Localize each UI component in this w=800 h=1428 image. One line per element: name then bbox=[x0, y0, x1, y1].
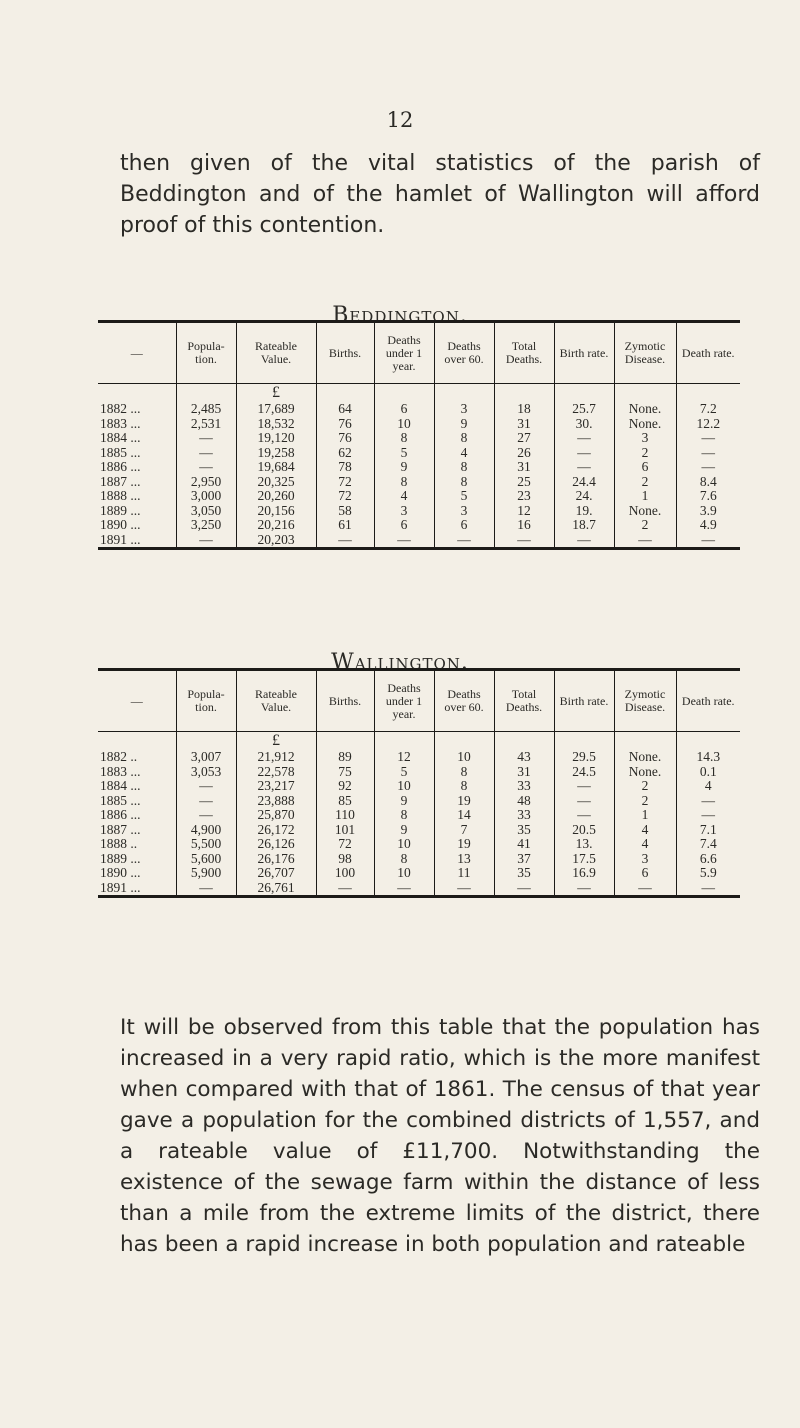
table-cell: 8 bbox=[374, 852, 434, 867]
table-cell: 72 bbox=[316, 489, 374, 504]
table-cell: 19,120 bbox=[236, 431, 316, 446]
table-cell: 75 bbox=[316, 765, 374, 780]
table-cell: 26,761 bbox=[236, 881, 316, 897]
table-cell bbox=[554, 384, 614, 403]
table-cell: — bbox=[554, 446, 614, 461]
table-cell: 1884 ... bbox=[100, 430, 141, 446]
table-cell: 14.3 bbox=[676, 750, 740, 765]
table-cell: — bbox=[176, 794, 236, 809]
table-row bbox=[98, 852, 740, 867]
table-cell: — bbox=[676, 533, 740, 549]
column-header: Deaths under 1 year. bbox=[374, 322, 434, 384]
table-cell: 0.1 bbox=[676, 765, 740, 780]
column-header: Total Deaths. bbox=[494, 670, 554, 732]
table-row bbox=[98, 823, 740, 838]
table-cell: — bbox=[434, 533, 494, 549]
table-cell: 100 bbox=[316, 866, 374, 881]
table-cell: 1889 ... bbox=[100, 502, 141, 518]
table-cell: 1 bbox=[614, 808, 676, 823]
table-cell: 1888 ... bbox=[100, 488, 141, 504]
column-header: Deaths over 60. bbox=[434, 670, 494, 732]
table-cell: 5 bbox=[374, 765, 434, 780]
table-cell: 19. bbox=[554, 504, 614, 519]
table-cell: 4 bbox=[676, 779, 740, 794]
table-cell: 6 bbox=[614, 866, 676, 881]
table-cell: 24.5 bbox=[554, 765, 614, 780]
table-cell: 1886 ... bbox=[100, 459, 141, 475]
table-cell: 3,053 bbox=[176, 765, 236, 780]
table-row bbox=[98, 533, 740, 549]
table-cell: 8 bbox=[434, 765, 494, 780]
table-cell: 13 bbox=[434, 852, 494, 867]
table-cell: 1891 ... bbox=[100, 879, 141, 895]
table-cell: 92 bbox=[316, 779, 374, 794]
table-row bbox=[98, 765, 740, 780]
table-cell: — bbox=[374, 533, 434, 549]
table-cell: 25,870 bbox=[236, 808, 316, 823]
table-header-row bbox=[98, 322, 740, 384]
table-cell: 98 bbox=[316, 852, 374, 867]
table-row bbox=[98, 750, 740, 765]
table-cell: — bbox=[176, 779, 236, 794]
table-cell: — bbox=[316, 881, 374, 897]
table-cell: — bbox=[176, 808, 236, 823]
table-cell: 33 bbox=[494, 808, 554, 823]
table-cell: 37 bbox=[494, 852, 554, 867]
table-cell: 76 bbox=[316, 431, 374, 446]
table-cell: 64 bbox=[316, 402, 374, 417]
table-cell: — bbox=[614, 881, 676, 897]
beddington-table bbox=[98, 320, 740, 550]
table-cell bbox=[434, 732, 494, 751]
table-cell: 12.2 bbox=[676, 417, 740, 432]
table-cell: 5,900 bbox=[176, 866, 236, 881]
table-cell: 29.5 bbox=[554, 750, 614, 765]
table-cell: 24.4 bbox=[554, 475, 614, 490]
table-cell: 13. bbox=[554, 837, 614, 852]
table-cell: 6 bbox=[374, 518, 434, 533]
column-header: Death rate. bbox=[676, 670, 740, 732]
table-cell: 3 bbox=[614, 431, 676, 446]
table-cell: 1887 ... bbox=[100, 473, 141, 489]
table-cell: 7.6 bbox=[676, 489, 740, 504]
table-cell: 8 bbox=[434, 779, 494, 794]
table-cell: 27 bbox=[494, 431, 554, 446]
table-cell bbox=[316, 732, 374, 751]
table-cell: 3 bbox=[374, 504, 434, 519]
column-header: Zymotic Disease. bbox=[614, 322, 676, 384]
table-cell: 31 bbox=[494, 460, 554, 475]
currency-row bbox=[98, 732, 740, 751]
column-header: — bbox=[130, 693, 143, 708]
table-cell: 5 bbox=[434, 489, 494, 504]
table-cell: — bbox=[176, 533, 236, 549]
table-cell: 3 bbox=[614, 852, 676, 867]
table-cell: — bbox=[554, 533, 614, 549]
table-cell: 26,176 bbox=[236, 852, 316, 867]
table-cell: 72 bbox=[316, 475, 374, 490]
table-cell: 1885 ... bbox=[100, 444, 141, 460]
table-cell: 14 bbox=[434, 808, 494, 823]
table-cell: 1887 ... bbox=[100, 821, 141, 837]
table-row bbox=[98, 475, 740, 490]
table-cell: — bbox=[316, 533, 374, 549]
table-cell: — bbox=[554, 460, 614, 475]
table-row bbox=[98, 808, 740, 823]
table-cell: 3 bbox=[434, 402, 494, 417]
table-cell: 1885 ... bbox=[100, 792, 141, 808]
table-cell: 8 bbox=[374, 475, 434, 490]
table-cell: 31 bbox=[494, 765, 554, 780]
column-header: Death rate. bbox=[676, 322, 740, 384]
column-header: Birth rate. bbox=[554, 322, 614, 384]
table-cell: — bbox=[554, 431, 614, 446]
table-cell: — bbox=[554, 794, 614, 809]
table-cell: — bbox=[676, 881, 740, 897]
table-cell: 26,126 bbox=[236, 837, 316, 852]
table-cell: 5,600 bbox=[176, 852, 236, 867]
table-cell bbox=[98, 384, 176, 403]
table-cell: 7.2 bbox=[676, 402, 740, 417]
beddington-title: Beddington. bbox=[332, 303, 468, 328]
table-cell: 6.6 bbox=[676, 852, 740, 867]
page-number: 12 bbox=[386, 108, 414, 132]
table-cell: 2,531 bbox=[176, 417, 236, 432]
table-cell: 8 bbox=[434, 460, 494, 475]
table-cell bbox=[316, 384, 374, 403]
table-cell: 5.9 bbox=[676, 866, 740, 881]
table-cell: 4.9 bbox=[676, 518, 740, 533]
table-cell: 11 bbox=[434, 866, 494, 881]
table-cell: — bbox=[176, 446, 236, 461]
table-cell bbox=[374, 384, 434, 403]
table-cell: 20.5 bbox=[554, 823, 614, 838]
column-header: Zymotic Disease. bbox=[614, 670, 676, 732]
table-cell: 3,000 bbox=[176, 489, 236, 504]
table-cell: 3 bbox=[434, 504, 494, 519]
table-row bbox=[98, 881, 740, 897]
table-cell: 72 bbox=[316, 837, 374, 852]
table-row bbox=[98, 779, 740, 794]
table-cell: 6 bbox=[374, 402, 434, 417]
table-cell bbox=[176, 732, 236, 751]
table-cell: — bbox=[676, 460, 740, 475]
table-cell: 1891 ... bbox=[100, 531, 141, 547]
wallington-table bbox=[98, 668, 740, 898]
table-cell: — bbox=[494, 881, 554, 897]
table-cell: 1883 ... bbox=[100, 763, 141, 779]
table-cell: 4,900 bbox=[176, 823, 236, 838]
table-cell: 10 bbox=[434, 750, 494, 765]
table-cell: 110 bbox=[316, 808, 374, 823]
table-cell: 1882 ... bbox=[100, 401, 141, 417]
table-cell bbox=[554, 732, 614, 751]
table-row bbox=[98, 460, 740, 475]
table-cell: 1888 .. bbox=[100, 836, 138, 852]
table-cell: 2,950 bbox=[176, 475, 236, 490]
table-row bbox=[98, 794, 740, 809]
table-cell: 9 bbox=[434, 417, 494, 432]
table-cell: 8.4 bbox=[676, 475, 740, 490]
table-cell bbox=[98, 732, 176, 751]
table-cell: 16 bbox=[494, 518, 554, 533]
table-cell: 2 bbox=[614, 779, 676, 794]
table-cell: 9 bbox=[374, 823, 434, 838]
column-header: Total Deaths. bbox=[494, 322, 554, 384]
table-cell: 20,216 bbox=[236, 518, 316, 533]
table-cell bbox=[434, 384, 494, 403]
table-cell: 19 bbox=[434, 794, 494, 809]
table-cell: 1890 ... bbox=[100, 865, 141, 881]
column-header: Popula-tion. bbox=[176, 322, 236, 384]
currency-row bbox=[98, 384, 740, 403]
table-cell: — bbox=[676, 794, 740, 809]
table-cell: 7 bbox=[434, 823, 494, 838]
table-cell: 6 bbox=[614, 460, 676, 475]
table-header-row bbox=[98, 670, 740, 732]
table-cell: None. bbox=[614, 402, 676, 417]
column-header: — bbox=[130, 345, 143, 360]
table-cell: 18.7 bbox=[554, 518, 614, 533]
table-cell: 10 bbox=[374, 417, 434, 432]
table-cell: 5 bbox=[374, 446, 434, 461]
table-cell: 23,217 bbox=[236, 779, 316, 794]
table-cell: 20,260 bbox=[236, 489, 316, 504]
column-header: Rateable Value. bbox=[236, 322, 316, 384]
column-header: Rateable Value. bbox=[236, 670, 316, 732]
table-cell: 8 bbox=[374, 431, 434, 446]
table-cell: 35 bbox=[494, 866, 554, 881]
table-row bbox=[98, 446, 740, 461]
column-header: Deaths over 60. bbox=[434, 322, 494, 384]
currency-symbol: £ bbox=[236, 384, 316, 403]
table-cell: 25.7 bbox=[554, 402, 614, 417]
table-cell: 18 bbox=[494, 402, 554, 417]
table-cell: 62 bbox=[316, 446, 374, 461]
table-cell: 26,172 bbox=[236, 823, 316, 838]
table-cell: 2 bbox=[614, 794, 676, 809]
table-cell: 2 bbox=[614, 518, 676, 533]
table-cell bbox=[614, 732, 676, 751]
table-cell: 20,203 bbox=[236, 533, 316, 549]
table-cell: — bbox=[614, 533, 676, 549]
table-cell: 23 bbox=[494, 489, 554, 504]
table-cell: — bbox=[676, 446, 740, 461]
table-cell: None. bbox=[614, 504, 676, 519]
table-cell: 4 bbox=[614, 823, 676, 838]
table-cell: 3,050 bbox=[176, 504, 236, 519]
table-cell: — bbox=[676, 431, 740, 446]
table-cell: 12 bbox=[374, 750, 434, 765]
table-cell: 18,532 bbox=[236, 417, 316, 432]
column-header: Birth rate. bbox=[554, 670, 614, 732]
table-row bbox=[98, 504, 740, 519]
table-cell: 7.1 bbox=[676, 823, 740, 838]
table-cell: 26 bbox=[494, 446, 554, 461]
table-cell: 35 bbox=[494, 823, 554, 838]
table-cell: 78 bbox=[316, 460, 374, 475]
table-cell: 43 bbox=[494, 750, 554, 765]
table-cell: — bbox=[176, 460, 236, 475]
table-cell: — bbox=[176, 881, 236, 897]
table-cell bbox=[494, 732, 554, 751]
table-cell: — bbox=[554, 881, 614, 897]
table-row bbox=[98, 417, 740, 432]
table-cell: 4 bbox=[374, 489, 434, 504]
table-cell: 16.9 bbox=[554, 866, 614, 881]
table-cell: 12 bbox=[494, 504, 554, 519]
table-cell: 31 bbox=[494, 417, 554, 432]
intro-paragraph: then given of the vital statistics of the parish of Beddington and of the hamlet of Wallington will afford proof of this contention. bbox=[120, 151, 760, 238]
wallington-title: Wallington. bbox=[331, 650, 469, 675]
table-cell: 20,325 bbox=[236, 475, 316, 490]
table-cell: — bbox=[676, 808, 740, 823]
table-cell bbox=[374, 732, 434, 751]
table-cell: — bbox=[374, 881, 434, 897]
table-cell: 22,578 bbox=[236, 765, 316, 780]
table-cell: 21,912 bbox=[236, 750, 316, 765]
conclusion-paragraph: It will be observed from this table that the population has increased in a very rapid ratio, which is the more manifest when compared with that of 1861. The census of that year gave a population for the combined districts of 1,557, and a rateable value of £11,700. Notwithstanding the existence of the sewage farm within the distance of less than a mile from the extreme limits of the district, there has been a rapid increase in both population and rateable bbox=[120, 1015, 760, 1257]
table-cell: 8 bbox=[434, 475, 494, 490]
table-cell: 41 bbox=[494, 837, 554, 852]
table-cell: 76 bbox=[316, 417, 374, 432]
table-cell: 8 bbox=[434, 431, 494, 446]
table-cell: 10 bbox=[374, 837, 434, 852]
table-cell: None. bbox=[614, 417, 676, 432]
column-header: Popula-tion. bbox=[176, 670, 236, 732]
table-cell: 1883 ... bbox=[100, 415, 141, 431]
table-cell: 48 bbox=[494, 794, 554, 809]
table-cell: 3,007 bbox=[176, 750, 236, 765]
table-row bbox=[98, 837, 740, 852]
table-cell: 19,684 bbox=[236, 460, 316, 475]
table-cell: 101 bbox=[316, 823, 374, 838]
table-cell: 1882 .. bbox=[100, 749, 138, 765]
table-cell: 2,485 bbox=[176, 402, 236, 417]
table-cell bbox=[676, 384, 740, 403]
table-cell: 30. bbox=[554, 417, 614, 432]
table-cell: 19,258 bbox=[236, 446, 316, 461]
table-cell: 5,500 bbox=[176, 837, 236, 852]
table-cell: 1886 ... bbox=[100, 807, 141, 823]
table-cell: 1890 ... bbox=[100, 517, 141, 533]
table-cell: 7.4 bbox=[676, 837, 740, 852]
table-cell: 17,689 bbox=[236, 402, 316, 417]
table-cell bbox=[614, 384, 676, 403]
table-cell bbox=[676, 732, 740, 751]
table-cell: 1 bbox=[614, 489, 676, 504]
table-cell: — bbox=[494, 533, 554, 549]
table-cell: 61 bbox=[316, 518, 374, 533]
table-cell: 4 bbox=[614, 837, 676, 852]
table-cell: 23,888 bbox=[236, 794, 316, 809]
table-row bbox=[98, 402, 740, 417]
table-cell: 9 bbox=[374, 794, 434, 809]
table-cell: 20,156 bbox=[236, 504, 316, 519]
table-cell: None. bbox=[614, 765, 676, 780]
table-cell: — bbox=[176, 431, 236, 446]
currency-symbol: £ bbox=[236, 732, 316, 751]
table-cell: 3.9 bbox=[676, 504, 740, 519]
table-row bbox=[98, 518, 740, 533]
table-cell: 19 bbox=[434, 837, 494, 852]
table-cell: 1884 ... bbox=[100, 778, 141, 794]
table-row bbox=[98, 489, 740, 504]
table-cell: 8 bbox=[374, 808, 434, 823]
table-cell: 9 bbox=[374, 460, 434, 475]
table-cell: 3,250 bbox=[176, 518, 236, 533]
table-cell: None. bbox=[614, 750, 676, 765]
table-cell: 6 bbox=[434, 518, 494, 533]
table-cell: 58 bbox=[316, 504, 374, 519]
table-cell: 10 bbox=[374, 866, 434, 881]
table-cell: — bbox=[434, 881, 494, 897]
table-cell: 89 bbox=[316, 750, 374, 765]
table-cell: 1889 ... bbox=[100, 850, 141, 866]
column-header: Births. bbox=[316, 322, 374, 384]
table-cell: 24. bbox=[554, 489, 614, 504]
table-row bbox=[98, 866, 740, 881]
table-row bbox=[98, 431, 740, 446]
table-cell: — bbox=[554, 808, 614, 823]
table-cell: 2 bbox=[614, 475, 676, 490]
table-cell: 25 bbox=[494, 475, 554, 490]
table-cell: 33 bbox=[494, 779, 554, 794]
table-cell: 10 bbox=[374, 779, 434, 794]
table-cell: 85 bbox=[316, 794, 374, 809]
table-cell: 17.5 bbox=[554, 852, 614, 867]
column-header: Births. bbox=[316, 670, 374, 732]
table-cell: 4 bbox=[434, 446, 494, 461]
table-cell bbox=[176, 384, 236, 403]
table-cell: 26,707 bbox=[236, 866, 316, 881]
table-cell: 2 bbox=[614, 446, 676, 461]
table-cell: — bbox=[554, 779, 614, 794]
table-cell bbox=[494, 384, 554, 403]
column-header: Deaths under 1 year. bbox=[374, 670, 434, 732]
